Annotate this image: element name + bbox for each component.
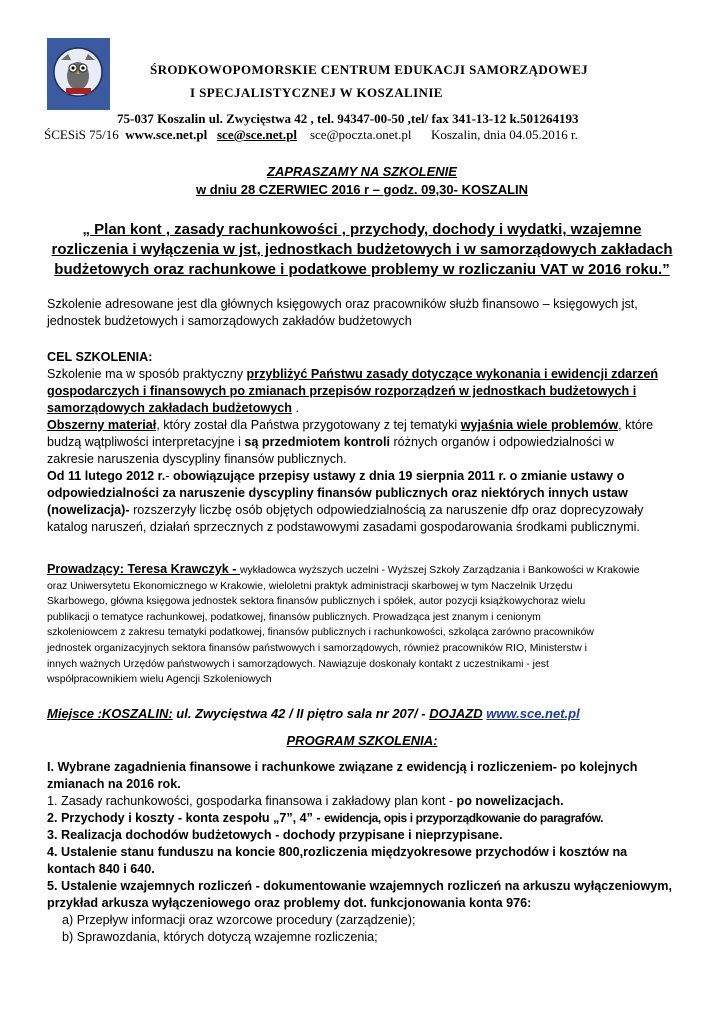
goal-line: budzą wątpliwości interpretacyjne i są przedmiotem kontroli różnych organów i odpowiedzialności w [47, 435, 614, 449]
email-secondary: sce@poczta.onet.pl [309, 127, 412, 142]
trainer-line: jednostek organizacyjnych sektora finansów państwowych i samorządowych, również pracowników RIO, Ministerstw i [47, 642, 587, 654]
goal-line: Szkolenie ma w sposób praktyczny przybliżyć Państwu zasady dotyczące wykonania i ewidencji zdarzeń [47, 367, 659, 381]
trainer-line: szkoleniowcem z zakresu tematyki podatkowej, finansów publicznych i rachunkowości, szkoląca zarówno pracowników [47, 627, 594, 639]
trainer-line: współpracownikiem wielu Agencji Szkoleniowych [47, 674, 272, 686]
goal-line: katalog naruszeń, działań sprzecznych z podstawowymi zasadami gospodarowania środkami publicznymi. [47, 520, 640, 534]
program-item: 2. Przychody i koszty - konta zespołu „7”, 4” - ewidencja, opis i przyporządkowanie do paragrafów. [47, 811, 604, 825]
trainer-line: Skarbowego, główna księgowa jednostek sektora finansów publicznych i spółek, autor pozycji książkowychoraz wielu [47, 596, 586, 608]
header-org-name-cont: I SPECJALISTYCZNEJ W KOSZALINIE [190, 85, 443, 100]
program-section-title: zmianach na 2016 rok. [47, 777, 181, 791]
place-date: Koszalin, dnia 04.05.2016 r. [430, 127, 578, 142]
program-item: 5. Ustalenie wzajemnych rozliczeń - dokumentowanie wzajemnych rozliczeń na arkuszu wyłączeniowym, [47, 879, 672, 893]
invitation-heading: ZAPRASZAMY NA SZKOLENIE [267, 164, 457, 179]
goal-line: odpowiedzialności za naruszenie dyscypliny finansów publicznych oraz niektórych innych ustaw [47, 486, 628, 500]
invitation-date: w dniu 28 CZERWIEC 2016 r – godz. 09,30- KOSZALIN [195, 182, 529, 197]
program-item: kontach 840 i 640. [47, 862, 155, 876]
program-item: przykład arkusza wyłączeniowego oraz problemy dot. funkcjonowania konta 976: [47, 896, 532, 910]
program-subitem: a) Przepływ informacji oraz wzorcowe procedury (zarządzenie); [62, 913, 416, 927]
goal-line: samorządowych zakładach budżetowych . [47, 401, 299, 415]
reference-line [44, 127, 578, 143]
venue-label: Miejsce :KOSZALIN: [47, 706, 173, 721]
goal-heading: CEL SZKOLENIA: [47, 350, 153, 364]
title-line: rozliczenia i wyłączenia w jst, jednostkach budżetowych i w samorządowych zakładach [51, 241, 673, 258]
program-item: 1. Zasady rachunkowości, gospodarka finansowa i zakładowy plan kont - po nowelizacjach. [47, 794, 564, 808]
goal-section [47, 349, 687, 536]
program-list [47, 759, 687, 912]
goal-line: Obszerny materiał, który został dla Państwa przygotowany z tej tematyki wyjaśnia wiele problemów, które [47, 418, 654, 432]
sce-owl-logo [47, 38, 110, 110]
venue-line: Miejsce :KOSZALIN: ul. Zwycięstwa 42 / II piętro sala nr 207/ - DOJAZD www.sce.net.pl [47, 706, 580, 721]
trainer-label: Prowadzący: Teresa Krawczyk - [47, 562, 240, 576]
title-line: „ Plan kont , zasady rachunkowości , przychody, dochody i wydatki, wzajemne [82, 221, 642, 238]
program-item: 4. Ustalenie stanu funduszu na koncie 800,rozliczenia międzyokresowe przychodów i kosztów na [47, 845, 628, 859]
directions-label: DOJAZD [429, 706, 483, 721]
header-org-name: ŚRODKOWOPOMORSKIE CENTRUM EDUKACJI SAMORZĄDOWEJ [150, 62, 589, 77]
audience-paragraph [47, 296, 687, 330]
reference-number: ŚCESiS 75/16 [44, 127, 119, 142]
header-address: 75-037 Koszalin ul. Zwycięstwa 42 , tel. 94347-00-50 ,tel/ fax 341-13-12 k.501264193 [117, 111, 579, 126]
title-line: budżetowych oraz rachunkowe i podatkowe problemy w rozliczaniu VAT w 2016 roku.” [54, 261, 670, 278]
trainer-line: publikacji o tematyce rachunkowej, podatkowej, finansów publicznych. Prowadząca jest znanym i cenionym [47, 611, 541, 623]
program-subitem: b) Sprawozdania, których dotyczą wzajemne rozliczenia; [62, 930, 378, 944]
program-heading: PROGRAM SZKOLENIA: [286, 733, 438, 748]
audience-line: Szkolenie adresowane jest dla głównych księgowych oraz pracowników służb finansowo – księgowych jst, [47, 297, 638, 311]
audience-line: jednostek budżetowych i samorządowych zakładów budżetowych [47, 314, 412, 328]
training-title [40, 220, 684, 280]
trainer-section [47, 562, 697, 688]
venue-website-link[interactable]: www.sce.net.pl [486, 706, 580, 721]
goal-line: Od 11 lutego 2012 r.- obowiązujące przepisy ustawy z dnia 19 sierpnia 2011 r. o zmianie ustawy o [47, 469, 625, 483]
goal-line: zakresie naruszenia dyscypliny finansów publicznych. [47, 452, 347, 466]
goal-line: (nowelizacja)- rozszerzyły liczbę osób objętych odpowiedzialnością za naruszenie dfp oraz doprecyzowały [47, 503, 644, 517]
website-link[interactable]: www.sce.net.pl [125, 127, 208, 142]
program-section-title: I. Wybrane zagadnienia finansowe i rachunkowe związane z ewidencją i rozliczeniem- po kolejnych [47, 760, 638, 774]
goal-line: gospodarczych i finansowych po zmianach przepisów rozporządzeń w jednostkach budżetowych i [47, 384, 637, 398]
email-link-primary[interactable]: sce@sce.net.pl [217, 127, 297, 142]
trainer-line: Prowadzący: Teresa Krawczyk - wykładowca wyższych uczelni - Wyższej Szkoły Zarządzania i Bankowości w Krakowie [47, 562, 640, 576]
owl-emblem-icon [47, 38, 110, 110]
program-sublist [62, 912, 682, 946]
trainer-line: oraz Uniwersytetu Ekonomicznego w Krakowie, wieloletni praktyk administracji skarbowej w tym Naczelnik Urzędu [47, 580, 573, 592]
program-item: 3. Realizacja dochodów budżetowych - dochody przypisane i nieprzypisane. [47, 828, 503, 842]
trainer-line: innych ważnych Urzędów państwowych i samorządowych. Nawiązuje doskonały kontakt z uczestnikami - jest [47, 658, 549, 670]
